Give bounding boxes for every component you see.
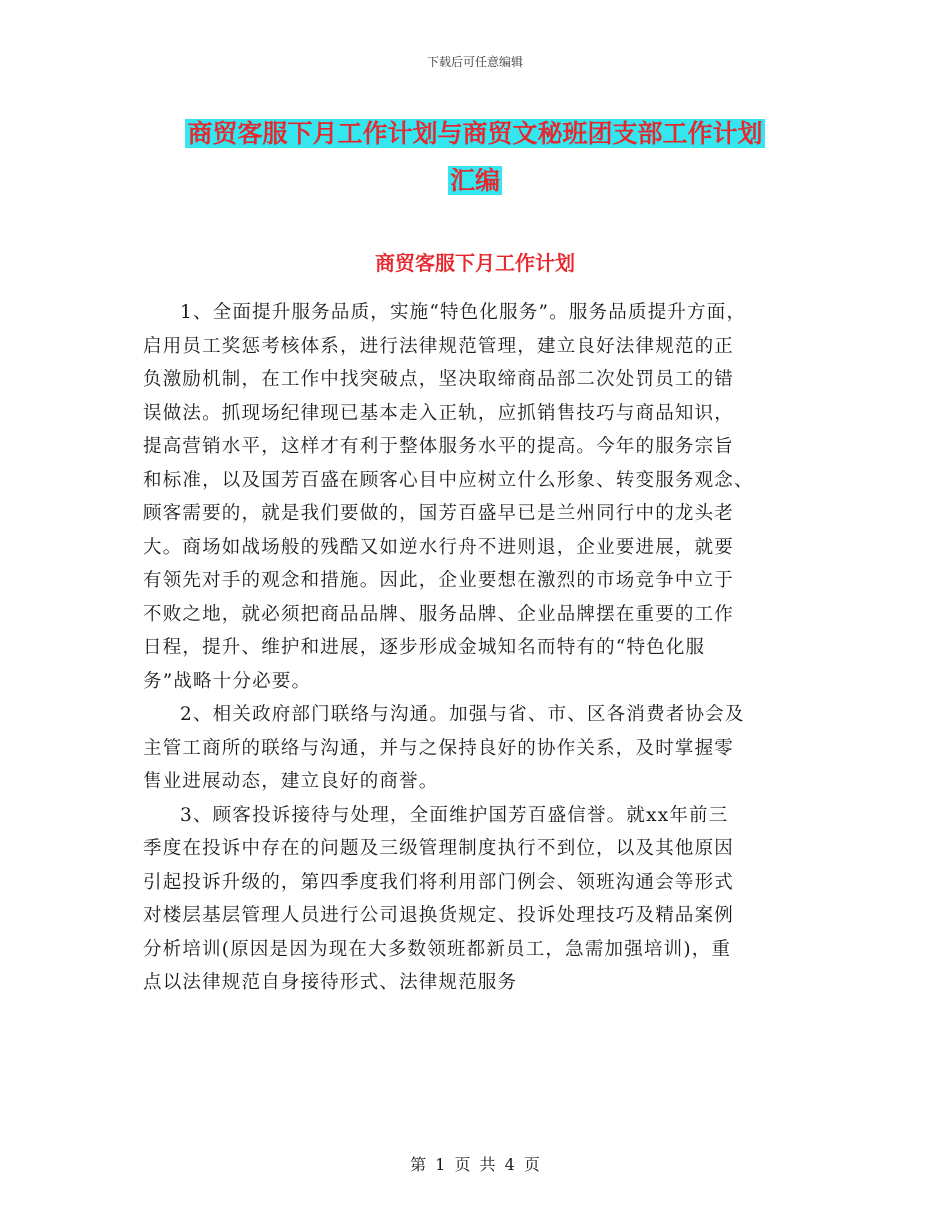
text-line: 误做法。抓现场纪律现已基本走入正轨，应抓销售技巧与商品知识， <box>143 402 735 424</box>
text-line: 季度在投诉中存在的问题及三级管理制度执行不到位，以及其他原因 <box>143 838 735 859</box>
text-line: 启用员工奖惩考核体系，进行法律规范管理，建立良好法律规范的正 <box>143 335 735 357</box>
text-line: 有领先对手的观念和措施。因此，企业要想在激烈的市场竞争中立于 <box>143 570 735 591</box>
document-title-line-2: 汇编 <box>449 166 500 195</box>
text-line: 提高营销水平，这样才有利于整体服务水平的提高。今年的服务宗旨 <box>143 436 735 457</box>
section-title: 商贸客服下月工作计划 <box>375 251 575 275</box>
text-line: 引起投诉升级的，第四季度我们将利用部门例会、领班沟通会等形式 <box>143 871 735 893</box>
text-line: 日程，提升、维护和进展，逐步形成金城知名而特有的“特色化服 <box>143 637 706 658</box>
document-title <box>0 110 950 204</box>
text-line: 2、相关政府部门联络与沟通。加强与省、市、区各消费者协会及 <box>180 704 745 725</box>
page-footer: 第 1 页 共 4 页 <box>410 1155 540 1174</box>
text-line: 大。商场如战场般的残酷又如逆水行舟不进则退，企业要进展，就要 <box>143 536 735 558</box>
text-line: 分析培训(原因是因为现在大多数领班都新员工，急需加强培训)，重 <box>143 938 732 960</box>
text-line: 和标准，以及国芳百盛在顾客心目中应树立什么形象、转变服务观念、 <box>143 469 754 491</box>
text-line: 售业进展动态，建立良好的商誉。 <box>143 771 439 792</box>
text-line: 对楼层基层管理人员进行公司退换货规定、投诉处理技巧及精品案例 <box>143 905 735 926</box>
text-line: 3、顾客投诉接待与处理，全面维护国芳百盛信誉。就xx年前三 <box>180 804 729 826</box>
text-line: 不败之地，就必须把商品品牌、服务品牌、企业品牌摆在重要的工作 <box>143 603 735 625</box>
document-title-line-1: 商贸客服下月工作计划与商贸文秘班团支部工作计划 <box>187 119 763 148</box>
text-line: 务”战略十分必要。 <box>143 670 312 692</box>
text-line: 主管工商所的联络与沟通，并与之保持良好的协作关系，及时掌握零 <box>143 737 735 759</box>
text-line: 负激励机制，在工作中找突破点，坚决取缔商品部二次处罚员工的错 <box>143 369 735 390</box>
header-note: 下载后可任意编辑 <box>426 55 523 69</box>
text-line: 顾客需要的，就是我们要做的，国芳百盛早已是兰州同行中的龙头老 <box>143 503 735 524</box>
text-line: 点以法律规范自身接待形式、法律规范服务 <box>143 972 518 993</box>
text-line: 1、全面提升服务品质，实施“特色化服务”。服务品质提升方面， <box>180 302 747 323</box>
body-text <box>143 296 823 1000</box>
